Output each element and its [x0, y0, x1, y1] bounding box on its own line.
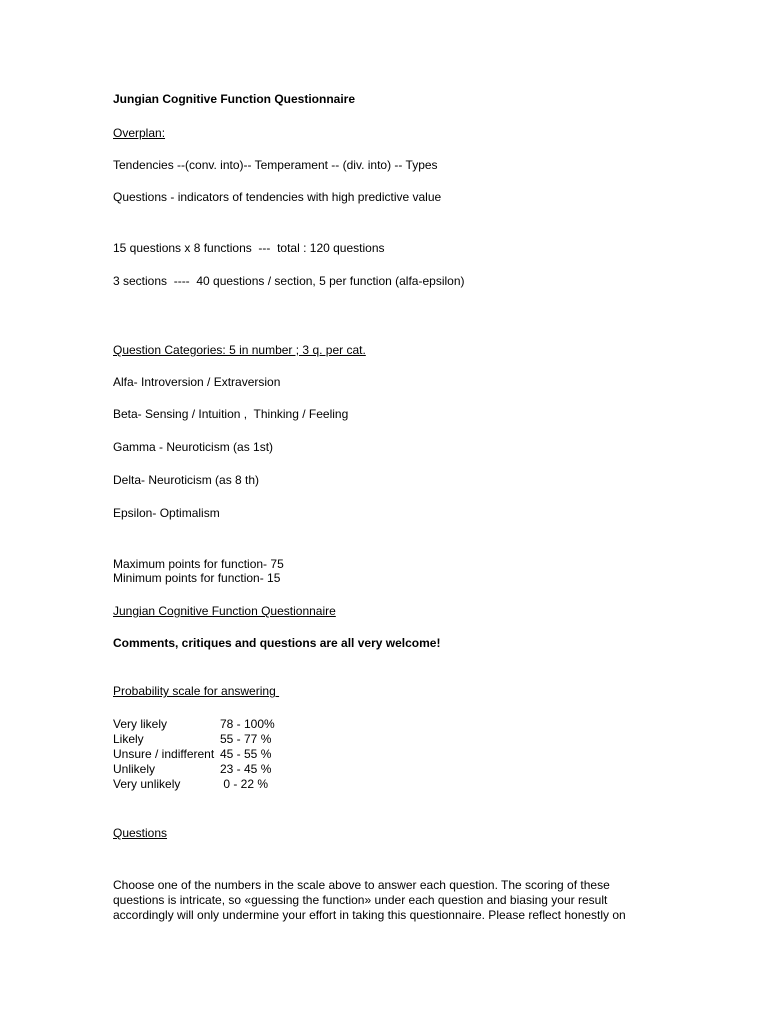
scale-label: Very unlikely [113, 777, 181, 791]
scale-row [113, 717, 275, 732]
max-points: Maximum points for function- 75 [113, 557, 284, 571]
scale-range: 45 - 55 % [220, 747, 272, 761]
category-item: Epsilon- Optimalism [113, 506, 220, 520]
overplan-line: 15 questions x 8 functions --- total : 120 questions [113, 241, 385, 255]
scale-label: Unsure / indifferent [113, 747, 215, 761]
scale-label: Unlikely [113, 762, 156, 776]
scale-row [113, 762, 275, 777]
document-title: Jungian Cognitive Function Questionnaire [113, 92, 356, 106]
overplan-line: Tendencies --(conv. into)-- Temperament -- (div. into) -- Types [113, 158, 438, 172]
scale-range: 23 - 45 % [220, 762, 272, 776]
questionnaire-link[interactable]: Jungian Cognitive Function Questionnaire [113, 604, 336, 618]
category-item: Gamma - Neuroticism (as 1st) [113, 440, 274, 454]
scale-row [113, 732, 275, 747]
scale-range: 55 - 77 % [220, 732, 272, 746]
scale-label: Likely [113, 732, 144, 746]
instructions-paragraph: Choose one of the numbers in the scale above to answer each question. The scoring of these questions is intricate, so «guessing the function» under each question and biasing your result accordingly will only undermine your effort in taking this questionnaire. Please reflect honestly on [113, 878, 626, 922]
categories-heading: Question Categories: 5 in number ; 3 q. per cat. [113, 343, 366, 357]
scale-row [113, 777, 275, 792]
overplan-heading: Overplan: [113, 126, 166, 140]
scale-row [113, 747, 275, 762]
overplan-line: 3 sections ---- 40 questions / section, 5 per function (alfa-epsilon) [113, 274, 465, 288]
probability-scale-table [113, 717, 275, 792]
scale-heading: Probability scale for answering [113, 684, 280, 698]
scale-range: 0 - 22 % [220, 777, 269, 791]
questions-heading: Questions [113, 826, 168, 840]
min-points: Minimum points for function- 15 [113, 571, 281, 585]
category-item: Beta- Sensing / Intuition , Thinking / Feeling [113, 407, 349, 421]
comments-note: Comments, critiques and questions are all very welcome! [113, 636, 441, 650]
scale-range: 78 - 100% [220, 717, 275, 731]
category-item: Delta- Neuroticism (as 8 th) [113, 473, 260, 487]
category-item: Alfa- Introversion / Extraversion [113, 375, 281, 389]
scale-label: Very likely [113, 717, 168, 731]
overplan-line: Questions - indicators of tendencies with high predictive value [113, 190, 442, 204]
